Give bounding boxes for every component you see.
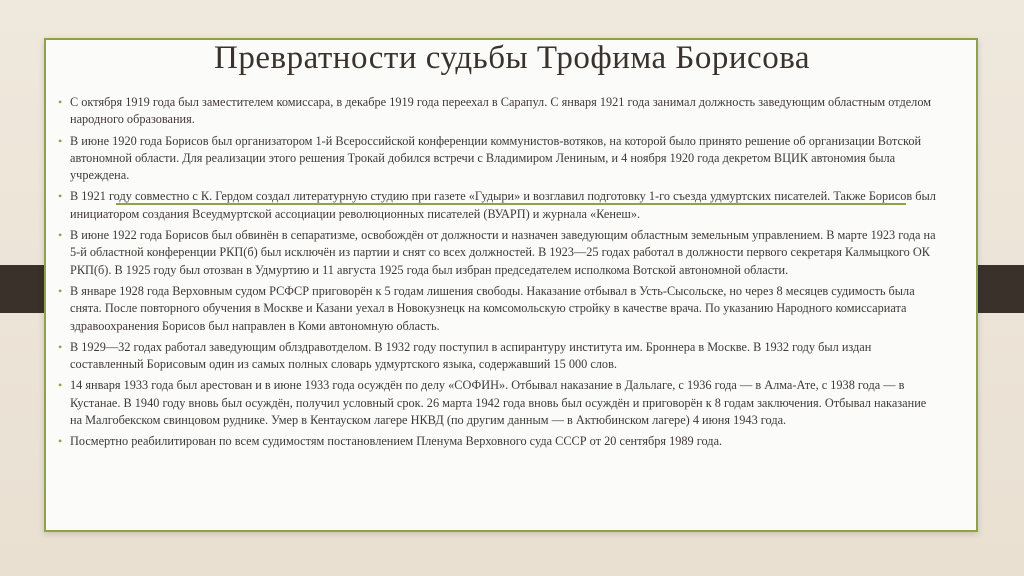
bullet-icon: •	[58, 283, 63, 298]
bullet-icon: •	[58, 133, 63, 148]
bullet-icon: •	[58, 95, 63, 109]
bullet-icon: •	[58, 189, 63, 204]
list-item	[58, 377, 938, 429]
list-item	[58, 339, 938, 374]
bullet-icon: •	[58, 434, 63, 449]
list-item	[58, 94, 938, 129]
bullet-icon: •	[58, 339, 63, 354]
item-text: Посмертно реабилитирован по всем судимостям постановлением Пленума Верховного суда СССР от 20 сентября 1989 года.	[70, 434, 723, 449]
item-text: В июне 1920 года Борисов был организатором 1-й Всероссийской конференции коммунистов-вотяков, на которой было принято решение об организации Вотской автономной области. Для реализации этого решения Трокай добился встречи с Владимиром Лениным, и 4 ноября 1920 года декретом ВЦИК автономия была учреждена.	[70, 133, 922, 183]
list-item	[58, 227, 938, 279]
list-item	[58, 283, 938, 335]
item-text: В 1921 году совместно с К. Гердом создал литературную студию при газете «Гудыри» и возглавил подготовку 1-го съезда удмуртских писателей. Также Борисов был инициатором создания Всеудмуртской ассоциации революционных писателей (ВУАРП) и журнала «Кенеш».	[70, 189, 936, 221]
item-text: С октября 1919 года был заместителем комиссара, в декабре 1919 года переехал в Сарапул. С января 1921 года занимал должность заведующим областным отделом народного образования.	[70, 95, 932, 127]
bullet-icon: •	[58, 228, 63, 243]
list-item	[58, 433, 938, 450]
item-text: 14 января 1933 года был арестован и в июне 1933 года осуждён по делу «СОФИН». Отбывал наказание в Дальлаге, с 1936 года — в Алма-Ате, с 1938 года — в Кустанае. В 1940 году вновь был осуждён, получил условный срок. 26 марта 1942 года вновь был осуждён и приговорён к 8 годам заключения. Отбывал наказание на Малгобекском свинцовом руднике. Умер в Кентауском лагере НКВД (по другим данным — в Актюбинском лагере) 4 июня 1943 года.	[70, 378, 927, 428]
item-text: В июне 1922 года Борисов был обвинён в сепаратизме, освобождён от должности и назначен заведующим областным земельным управлением. В марте 1923 года на 5-й областной конференции РКП(б) был исключён из партии и снят со всех должностей. В 1923—25 годах работал в должности первого секретаря Калмыцкого ОК РКП(б). В 1925 году был отозван в Удмуртию и 11 августа 1925 года был избран председателем исполкома Вотской автономной области.	[70, 228, 936, 277]
decorative-line	[116, 203, 906, 205]
bullet-list	[58, 94, 938, 455]
bullet-icon: •	[58, 378, 63, 393]
item-text: В 1929—32 годах работал заведующим облздравотделом. В 1932 году поступил в аспирантуру института им. Броннера в Москве. В 1932 году был издан составленный Борисовым один из самых полных словарь удмуртского языка, содержавший 15 000 слов.	[70, 339, 872, 372]
slide-title: Превратности судьбы Трофима Борисова	[214, 40, 810, 76]
item-text: В январе 1928 года Верховным судом РСФСР приговорён к 5 годам лишения свободы. Наказание отбывал в Усть-Сысольске, но через 8 месяцев судимость была снята. После повторного обучения в Москве и Казани уехал в Новокузнецк на комсомольскую стройку в качестве врача. По указанию Народного комиссариата здравоохранения Борисов был направлен в Коми автономную область.	[70, 283, 915, 333]
list-item	[58, 133, 938, 185]
list-item	[58, 188, 938, 223]
